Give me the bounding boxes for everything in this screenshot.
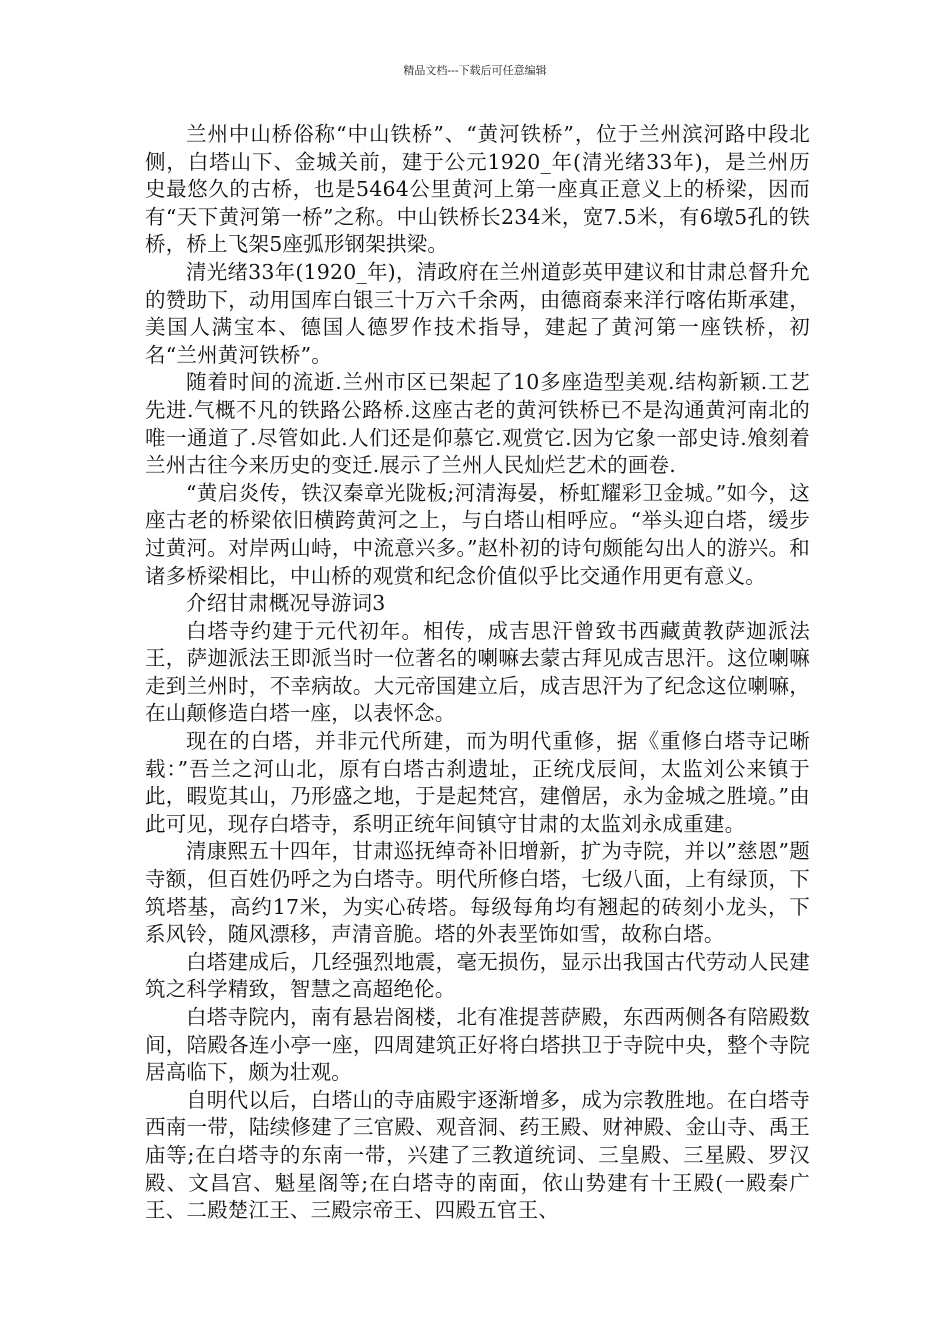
paragraph: “黄启炎传，铁汉秦章光陇板;河清海晏，桥虹耀彩卫金城。”如今，这座古老的桥梁依旧横跨黄河之上，与白塔山相呼应。“举头迎白塔，缓步过黄河。对岸两山峙，中流意兴多。”赵朴初的诗句颇能勾出人的游兴。和诸多桥梁相比，中山桥的观赏和纪念价值似乎比交通作用更有意义。 bbox=[145, 480, 810, 588]
paragraph: 白塔寺院内，南有悬岩阁楼，北有准提菩萨殿，东西两侧各有陪殿数间，陪殿各连小亭一座，四周建筑正好将白塔拱卫于寺院中央，整个寺院居高临下，颇为壮观。 bbox=[145, 1005, 810, 1085]
paragraph: 现在的白塔，并非元代所建，而为明代重修，据《重修白塔寺记晰载：”吾兰之河山北，原有白塔古刹遗址，正统戊辰间，太监刘公来镇于此，暇览其山，乃形盛之地，于是起梵宫，建僧居，永为金城之胜境。”由此可见，现存白塔寺，系明正统年间镇守甘肃的太监刘永成重建。 bbox=[145, 729, 810, 836]
paragraph: 随着时间的流逝.兰州市区已架起了10多座造型美观.结构新颖.工艺先进.气概不凡的铁路公路桥.这座古老的黄河铁桥已不是沟通黄河南北的唯一通道了.尽管如此.人们还是仰慕它.观赏它.因为它象一部史诗.飧刻着兰州古往今来历史的变迁.展示了兰州人民灿烂艺术的画卷. bbox=[145, 370, 810, 478]
section-heading: 介绍甘肃概况导游词3 bbox=[186, 591, 386, 616]
paragraph: 清光绪33年(1920_年)，清政府在兰州道彭英甲建议和甘肃总督升允的赞助下，动用国库白银三十万六千余两，由德商泰来洋行喀佑斯承建，美国人满宝本、德国人德罗作技术指导，建起了黄河第一座铁桥，初名“兰州黄河铁桥”。 bbox=[145, 259, 810, 367]
paragraph: 兰州中山桥俗称“中山铁桥”、“黄河铁桥”，位于兰州滨河路中段北侧，白塔山下、金城关前，建于公元1920_年(清光绪33年)，是兰州历史最悠久的古桥，也是5464公里黄河上第一座真正意义上的桥梁，因而有“天下黄河第一桥”之称。中山铁桥长234米，宽7.5米，有6墩5孔的铁桥，桥上飞架5座弧形钢架拱梁。 bbox=[145, 122, 810, 257]
paragraph: 清康熙五十四年，甘肃巡抚绰奇补旧增新，扩为寺院，并以”慈恩”题寺额，但百姓仍呼之为白塔寺。明代所修白塔，七级八面，上有绿顶，下筑塔基，高约17米，为实心砖塔。每级每角均有翘起的砖刻小龙头，下系风铃，随风漂移，声清音脆。塔的外表垩饰如雪，故称白塔。 bbox=[145, 839, 810, 947]
paragraph: 白塔寺约建于元代初年。相传，成吉思汗曾致书西藏黄教萨迦派法王，萨迦派法王即派当时一位著名的喇嘛去蒙古拜见成吉思汗。这位喇嘛走到兰州时，不幸病故。大元帝国建立后，成吉思汗为了纪念这位喇嘛，在山颠修造白塔一座，以表怀念。 bbox=[145, 618, 810, 726]
document-body bbox=[145, 121, 810, 1225]
page-header: 精品文档---下载后可任意编辑 bbox=[403, 64, 547, 77]
paragraph: 白塔建成后，几经强烈地震，毫无损伤，显示出我国古代劳动人民建筑之科学精致，智慧之高超绝伦。 bbox=[145, 949, 810, 1002]
paragraph: 自明代以后，白塔山的寺庙殿宇逐渐增多，成为宗教胜地。在白塔寺西南一带，陆续修建了三官殿、观音洞、药王殿、财神殿、金山寺、禹王庙等;在白塔寺的东南一带，兴建了三教道统词、三皇殿、三星殿、罗汉殿、文昌宫、魁星阁等;在白塔寺的南面，依山势建有十王殿(一殿秦广王、二殿楚江王、三殿宗帝王、四殿五官王、 bbox=[145, 1087, 810, 1223]
